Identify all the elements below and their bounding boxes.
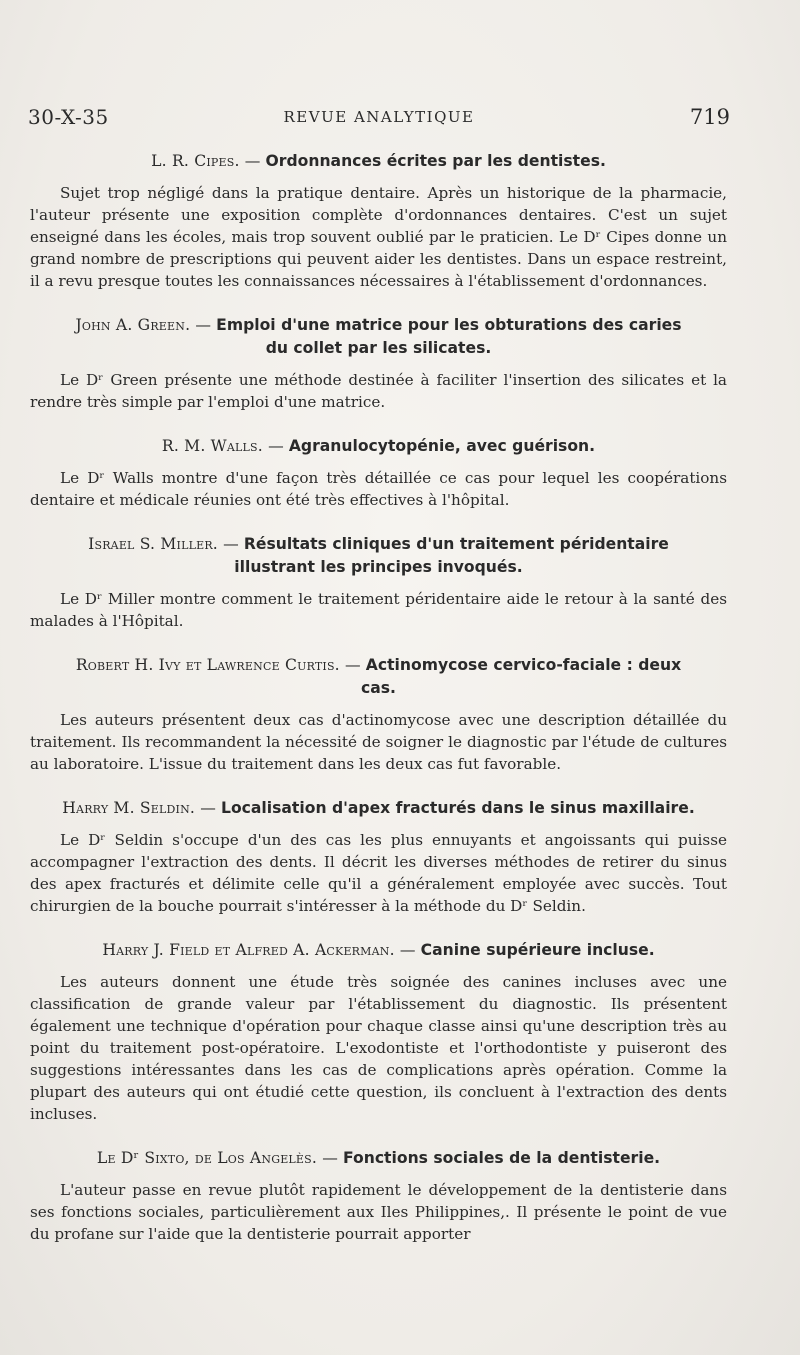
review-entry (30, 314, 727, 413)
entry-title: Agranulocytopénie, avec guérison. (288, 437, 596, 455)
entry-title: Ordonnances écrites par les dentistes. (265, 152, 606, 170)
entry-title: Emploi d'une matrice pour les obturations des caries du collet par les silicates. (216, 316, 682, 357)
entry-title: Canine supérieure incluse. (420, 941, 655, 959)
entry-author: Robert H. Ivy et Lawrence Curtis. — (75, 656, 361, 674)
entry-heading (30, 797, 727, 820)
entry-author: Israel S. Miller. — (88, 535, 239, 553)
entry-author: R. M. Walls. — (161, 437, 284, 455)
entry-heading (30, 314, 727, 360)
entry-body: Le Dʳ Green présente une méthode destinée à faciliter l'insertion des silicates et la rendre très simple par l'emploi d'une matrice. (30, 371, 727, 411)
entry-body: Le Dʳ Miller montre comment le traitement péridentaire aide le retour à la santé des malades à l'Hôpital. (30, 590, 727, 630)
entry-title: Actinomycose cervico-faciale : deux cas. (361, 656, 682, 697)
entry-author: Harry J. Field et Alfred A. Ackerman. — (102, 941, 416, 959)
review-entry (30, 939, 727, 1125)
entry-body: Les auteurs présentent deux cas d'actinomycose avec une description détaillée du traitement. Ils recommandent la nécessité de soigner le diagnostic par l'étude de cultures au laboratoire. L'issue du traitement dans les deux cas fut favorable. (30, 711, 727, 773)
entry-author: Le Dʳ Sixto, de Los Angelès. — (96, 1149, 339, 1167)
running-title: REVUE ANALYTIQUE (283, 108, 475, 126)
entry-body: Les auteurs donnent une étude très soignée des canines incluses avec une classification de grande valeur par l'établissement du diagnostic. Ils présentent également une technique d'opération pour chaque classe ainsi qu'une description très au point du traitement post-opératoire. L'exodontiste et l'orthodontiste y puiseront des suggestions intéressantes dans les cas de complications après opération. Comme la plupart des auteurs qui ont étudié cette question, ils concluent à l'extraction des dents incluses. (30, 973, 727, 1123)
review-entry (30, 1147, 727, 1245)
entry-heading (30, 654, 727, 700)
entry-heading (30, 150, 727, 173)
entry-body: Le Dʳ Walls montre d'une façon très détaillée ce cas pour lequel les coopérations dentaire et médicale réunies ont été très effectives à l'hôpital. (30, 469, 727, 509)
entry-heading (30, 1147, 727, 1170)
page-number: 719 (689, 105, 730, 129)
entry-body: L'auteur passe en revue plutôt rapidement le développement de la dentisterie dans ses fonctions sociales, particulièrement aux Iles Philippines,. Il présente le point de vue du profane sur l'aide que la dentisterie pourrait apporter (30, 1181, 727, 1243)
page-header (28, 105, 730, 135)
review-entry (30, 435, 727, 511)
review-entry (30, 533, 727, 632)
entry-title: Localisation d'apex fracturés dans le sinus maxillaire. (221, 799, 695, 817)
entry-title: Fonctions sociales de la dentisterie. (342, 1149, 661, 1167)
entry-author: John A. Green. — (75, 316, 212, 334)
entry-heading (30, 533, 727, 579)
review-entry (30, 654, 727, 775)
entry-body: Le Dʳ Seldin s'occupe d'un des cas les plus ennuyants et angoissants qui puisse accompagner l'extraction des dents. Il décrit les diverses méthodes de retirer du sinus des apex fracturés et délimite celle qu'il a généralement employée avec succès. Tout chirurgien de la bouche pourrait s'intéresser à la méthode du Dʳ Seldin. (30, 831, 727, 915)
entry-heading (30, 939, 727, 962)
review-entry (30, 150, 727, 292)
entry-author: L. R. Cipes. — (151, 152, 261, 170)
article-list (30, 150, 727, 1245)
entry-body: Sujet trop négligé dans la pratique dentaire. Après un historique de la pharmacie, l'auteur présente une exposition complète d'ordonnances dentaires. C'est un sujet enseigné dans les écoles, mais trop souvent oublié par le praticien. Le Dʳ Cipes donne un grand nombre de prescriptions qui peuvent aider les dentistes. Dans un espace restreint, il a revu presque toutes les connaissances nécessaires à l'établissement d'ordonnances. (30, 184, 727, 290)
issue-date: 30-X-35 (28, 105, 109, 129)
entry-heading (30, 435, 727, 458)
entry-title: Résultats cliniques d'un traitement péridentaire illustrant les principes invoqués. (234, 535, 669, 576)
review-entry (30, 797, 727, 917)
entry-author: Harry M. Seldin. — (62, 799, 217, 817)
